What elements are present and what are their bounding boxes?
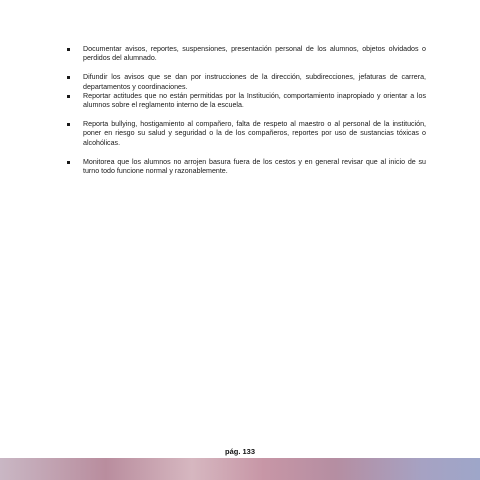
- square-bullet-icon: [67, 123, 70, 126]
- list-item: [62, 92, 426, 110]
- square-bullet-icon: [67, 76, 70, 79]
- bullet-list: [62, 45, 426, 176]
- list-item: [62, 158, 426, 176]
- list-item-text: Reportar actitudes que no están permitidas por la Institución, comportamiento inapropiado y orientar a los alumnos sobre el reglamento interno de la escuela.: [83, 91, 426, 110]
- square-bullet-icon: [67, 161, 70, 164]
- square-bullet-icon: [67, 95, 70, 98]
- list-item-text: Documentar avisos, reportes, suspensiones, presentación personal de los alumnos, objetos olvidados o perdidos del alumnado.: [83, 45, 426, 63]
- list-item: [62, 45, 426, 63]
- list-item: [62, 73, 426, 91]
- list-item-text: Monitorea que los alumnos no arrojen basura fuera de los cestos y en general revisar que al inicio de su turno todo funcione normal y razonablemente.: [83, 157, 426, 176]
- footer-decorative-band: [0, 458, 480, 480]
- list-item: [62, 120, 426, 148]
- list-item-text: Reporta bullying, hostigamiento al compañero, falta de respeto al maestro o al personal de la institución, poner en riesgo su salud y seguridad o la de los compañeros, reportes por uso de sustancias tóxicas o alcohólicas.: [83, 120, 426, 147]
- square-bullet-icon: [67, 48, 70, 51]
- page-number: pág. 133: [224, 447, 255, 456]
- list-item-text: Difundir los avisos que se dan por instrucciones de la dirección, subdirecciones, jefaturas de carrera, departamentos y coordinaciones.: [83, 73, 426, 91]
